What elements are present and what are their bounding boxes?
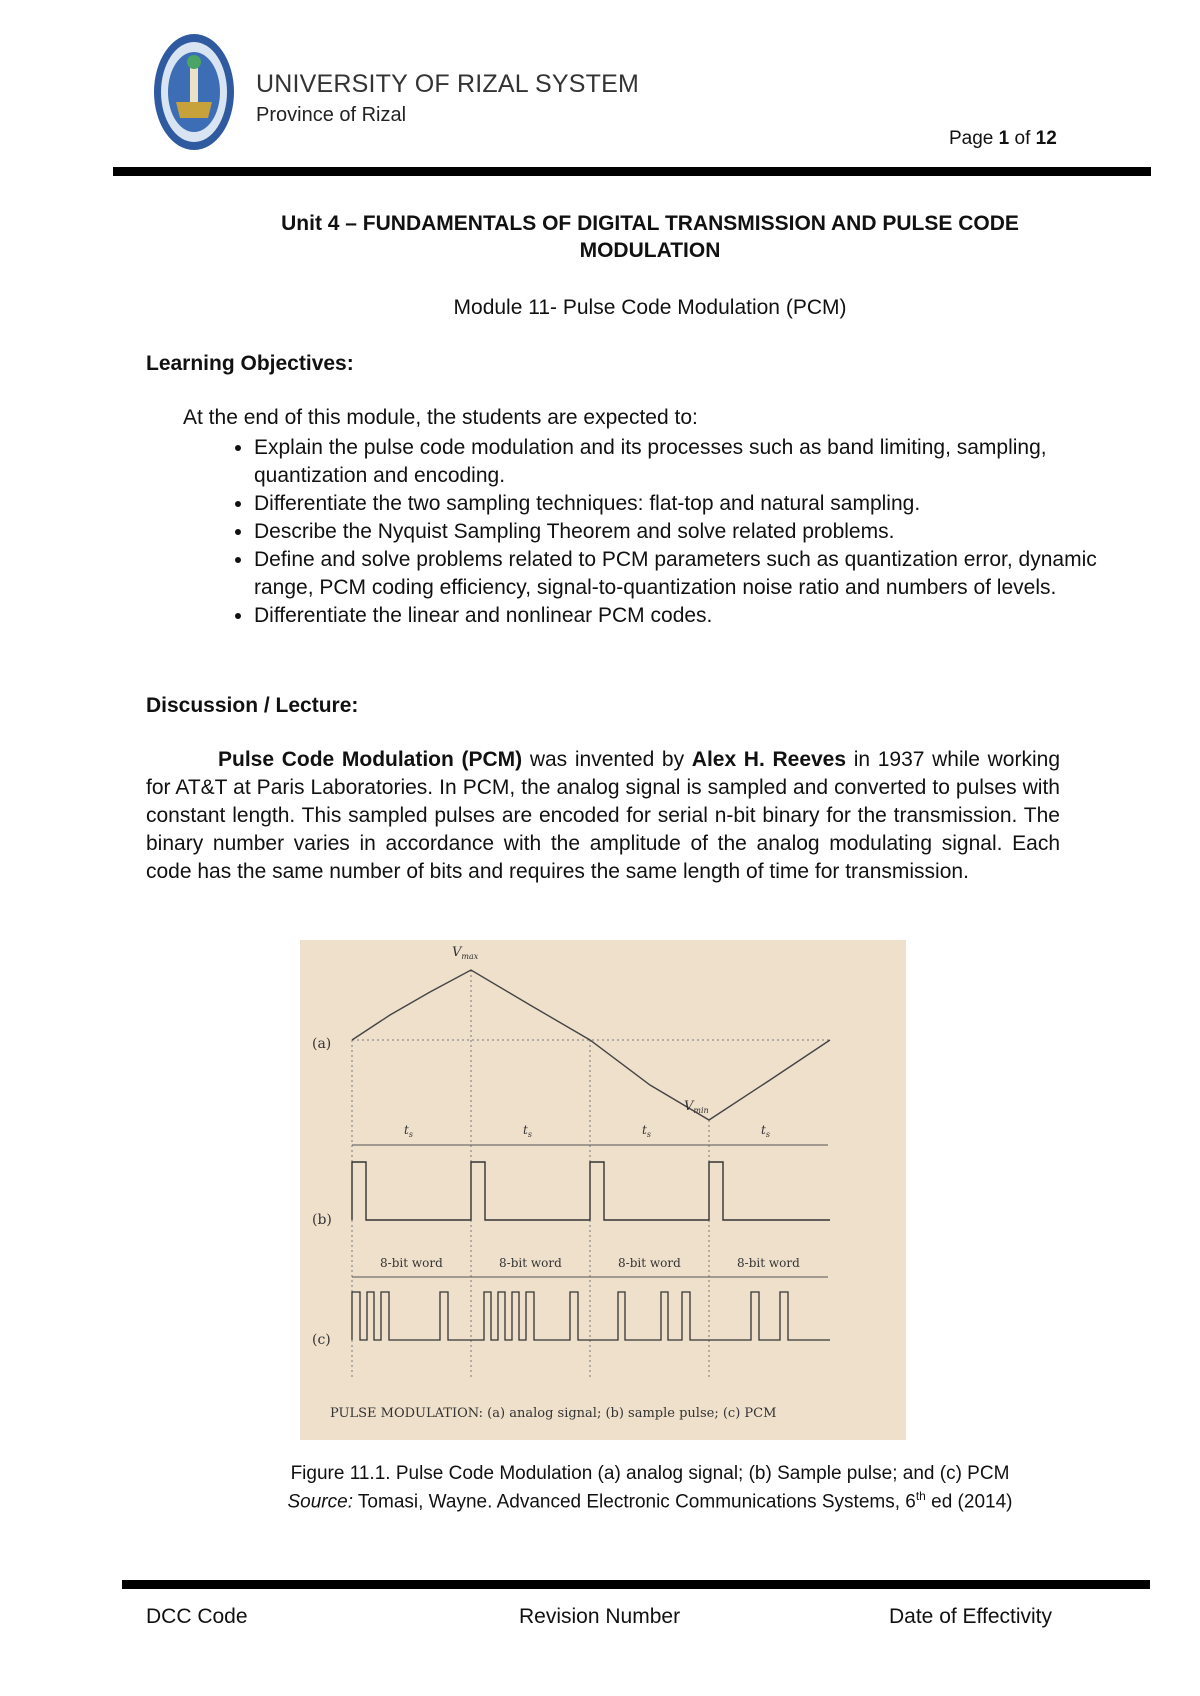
footer-date-of-effectivity: Date of Effectivity — [889, 1605, 1053, 1628]
label-b: (b) — [312, 1212, 332, 1228]
discussion-heading: Discussion / Lecture: — [146, 694, 359, 717]
ts-label: $t_s$ — [523, 1123, 532, 1139]
list-item: • Define and solve problems related to PCM parameters such as quantization error, dynamic range, PCM coding efficiency, signal-to-quantization noise ratio and numbers of levels. — [254, 546, 1134, 602]
word-label: 8-bit word — [499, 1256, 562, 1270]
word-label: 8-bit word — [380, 1256, 443, 1270]
word-label: 8-bit word — [737, 1256, 800, 1270]
objectives-intro: At the end of this module, the students are expected to: — [183, 406, 698, 429]
objectives-heading: Learning Objectives: — [146, 352, 354, 375]
header-rule — [113, 167, 1151, 176]
institution-name: UNIVERSITY OF RIZAL SYSTEM — [256, 70, 640, 98]
ts-label: $t_s$ — [761, 1123, 770, 1139]
list-item: • Differentiate the linear and nonlinear PCM codes. — [254, 602, 1134, 630]
list-item: • Explain the pulse code modulation and its processes such as band limiting, sampling, quantization and encoding. — [254, 434, 1134, 490]
vmin-label: $V_{min}$ — [684, 1099, 709, 1115]
figure-inner-caption: PULSE MODULATION: (a) analog signal; (b) sample pulse; (c) PCM — [330, 1406, 777, 1421]
vmax-label: $V_{max}$ — [452, 945, 479, 961]
footer-rule — [122, 1580, 1150, 1589]
university-seal-logo — [152, 32, 236, 152]
province-name: Province of Rizal — [256, 104, 407, 126]
label-c: (c) — [312, 1332, 331, 1348]
label-a: (a) — [312, 1036, 332, 1052]
list-item: • Differentiate the two sampling techniques: flat-top and natural sampling. — [254, 490, 1134, 518]
discussion-paragraph: Pulse Code Modulation (PCM) was invented by Alex H. Reeves in 1937 while working for AT&T at Paris Laboratories. In PCM, the analog signal is sampled and converted to pulses with constant length. This sampled pulses are encoded for serial n-bit binary for the transmission. The binary number varies in accordance with the amplitude of the analog modulating signal. Each code has the same number of bits and requires the same length of time for transmission. — [146, 748, 1061, 883]
ts-label: $t_s$ — [642, 1123, 651, 1139]
objectives-list — [196, 434, 1134, 630]
figure-caption: Figure 11.1. Pulse Code Modulation (a) analog signal; (b) Sample pulse; and (c) PCM Source: Tomasi, Wayne. Advanced Electronic Communications Systems, 6th ed (2014) — [287, 1463, 1013, 1513]
ts-label: $t_s$ — [404, 1123, 413, 1139]
pcm-waveform-figure — [300, 940, 906, 1440]
footer-dcc-code: DCC Code — [146, 1605, 248, 1628]
page-number: Page 1 of 12 — [949, 128, 1057, 149]
footer-revision-number: Revision Number — [519, 1605, 681, 1628]
unit-title: Unit 4 – FUNDAMENTALS OF DIGITAL TRANSMISSION AND PULSE CODE MODULATION — [281, 212, 1019, 262]
list-item: • Describe the Nyquist Sampling Theorem and solve related problems. — [254, 518, 1134, 546]
module-title: Module 11- Pulse Code Modulation (PCM) — [453, 296, 847, 319]
word-label: 8-bit word — [618, 1256, 681, 1270]
